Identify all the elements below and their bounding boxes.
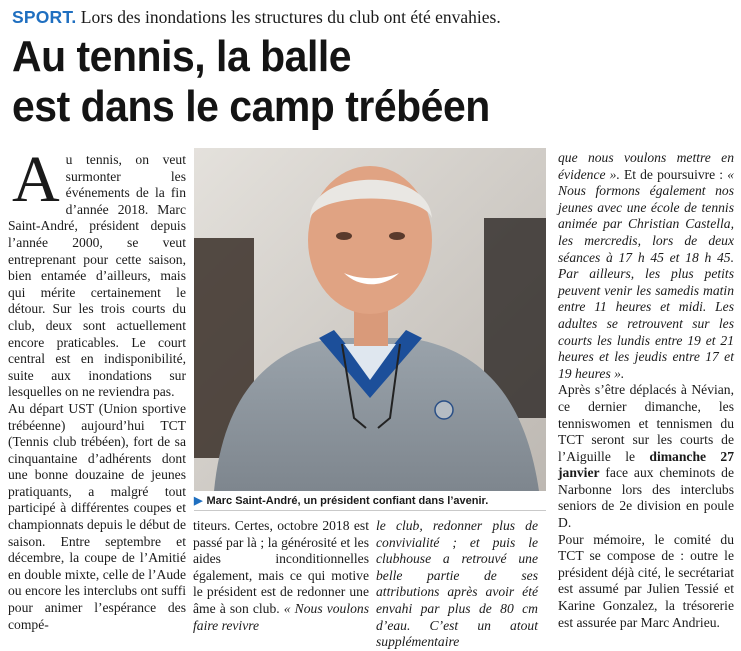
article-column-4	[558, 150, 734, 631]
headline	[12, 32, 682, 132]
article-column-4-paragraph-1	[558, 150, 734, 382]
article-quote-end: que nous voulons mettre en évidence ».	[558, 150, 734, 182]
article-paragraph-2: Au départ UST (Union sportive trébéenne) aujourd’hui TCT (Tennis club trébéen), fort de sa cinquantaine d’adhérents dont une bonne douzaine de jeunes pratiquants, a malgré tout participé à différentes coupes et championnats depuis le début de saison. Entre septembre et décembre, la coupe de l’Amitié en double mixte, celle de l’Aude ou encore les interclubs ont suffi pour animer l’espérance des compé-	[8, 400, 186, 632]
article-column-4-paragraph-2	[558, 382, 734, 531]
kicker-lead: Lors des inondations les structures du club ont été envahies.	[80, 7, 501, 27]
section-tag: SPORT.	[12, 7, 77, 27]
article-column-4-paragraph-3: Pour mémoire, le comité du TCT se compose de : outre le président déjà cité, le secrétariat est assumé par Julien Tessié et Karine Gonzalez, la trésorerie est assurée par Marc Andrieu.	[558, 531, 734, 630]
headline-line-1: Au tennis, la balle	[12, 32, 352, 81]
article-paragraph-1	[8, 143, 186, 401]
article-quote-start: « Nous voulons faire revivre	[193, 600, 369, 633]
photo-caption	[194, 494, 546, 508]
portrait-image	[194, 148, 546, 491]
article-column-3-text: le club, redonner plus de convivialité ; et puis le clubhouse a retrouvé une belle partie de ses attributions après avoir été envahi par plus de 80 cm d’eau. C’est un atout supplémentaire	[376, 518, 538, 650]
article-column-2-body: titeurs. Certes, octobre 2018 est passé par là ; la générosité et les aides inconditionnelles également, mais ce qui motive le président est de redonner une âme à son club.	[193, 518, 369, 616]
dropcap: A	[12, 143, 60, 216]
article-photo	[194, 148, 546, 491]
article-column-1	[8, 143, 186, 633]
article-match-text-b: face aux cheminots de Narbonne lors des interclubs seniors de 2e division en poule D.	[558, 465, 734, 531]
article-column-2	[193, 518, 369, 634]
article-match-text-a: Après s’être déplacés à Névian, ce dernier dimanche, les tenniswomen et tennismen du TCT seront sur les courts de l’Aiguille le	[558, 382, 734, 464]
article-paragraph-1-text: u tennis, on veut surmonter les événements de la fin d’année 2018. Marc Saint-André, président depuis l’année 2000, se veut entreprenant pour cette saison, bien entamée d’ailleurs, mais qui mérite certainement le détour. Sur les trois courts du club, deux sont actuellement encore praticables. Le court central est en indisponibilité, suite aux inondations sur lesquelles on ne reviendra pas.	[8, 152, 186, 400]
article-quote-school: « Nous formons également nos jeunes avec une école de tennis animée par Christian Castella, les mercredis, lors de deux séances à 17 h 45 et 18 h 45. Par ailleurs, les plus petits peuvent venir les samedis matin entre 11 heures et midi. Les adultes se retrouvent sur les courts les lundis entre 19 et 21 heures et les jeudis entre 17 et 19 heures ».	[558, 166, 734, 381]
kicker	[12, 6, 737, 28]
caption-divider	[194, 510, 546, 511]
article-column-3	[376, 518, 538, 651]
article-column-2-text	[193, 518, 369, 634]
article-transition: Et de poursuivre :	[619, 166, 728, 182]
headline-line-2: est dans le camp trébéen	[12, 82, 490, 131]
caption-text: Marc Saint-André, un président confiant dans l’avenir.	[206, 495, 489, 507]
caption-bullet-icon: ▶	[194, 495, 203, 507]
article-match-date: dimanche 27 janvier	[558, 448, 734, 481]
